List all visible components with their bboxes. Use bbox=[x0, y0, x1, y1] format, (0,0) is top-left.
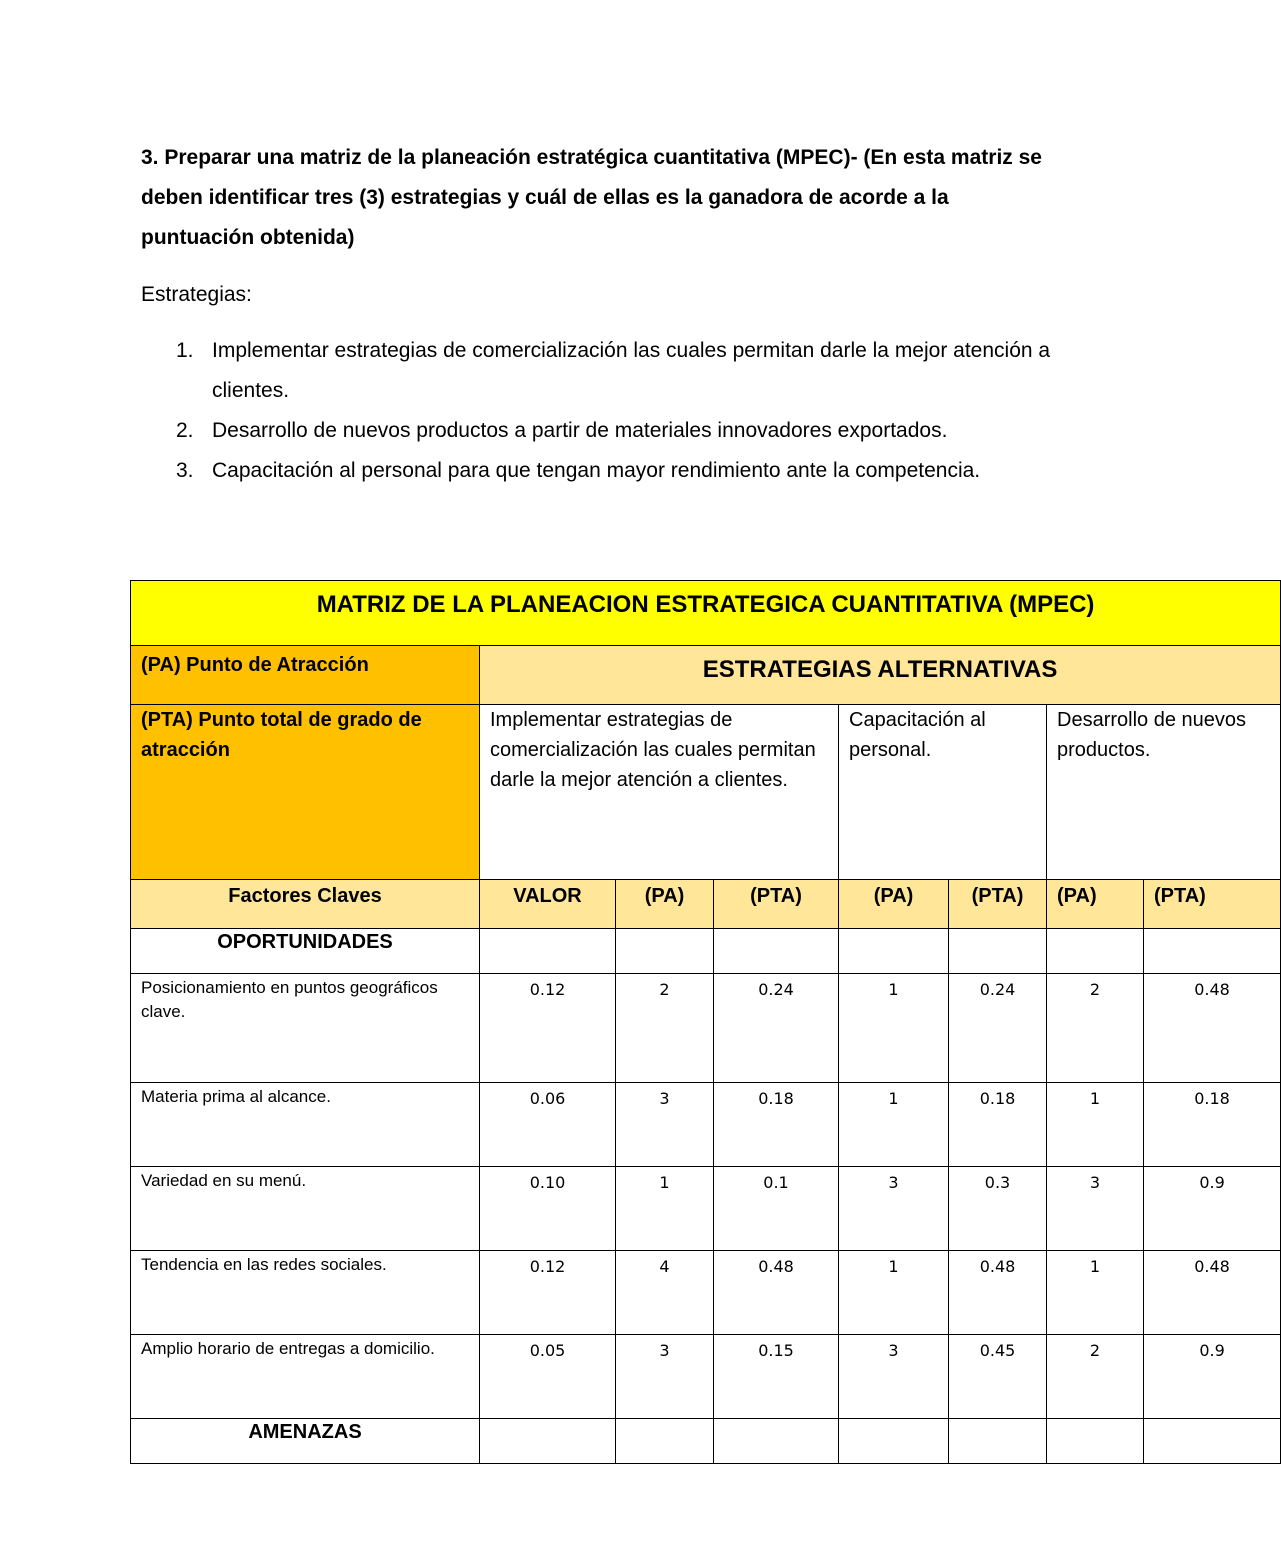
value-cell: 0.12 bbox=[480, 974, 616, 1083]
pa-cell: 1 bbox=[839, 974, 949, 1083]
pa-label: (PA) Punto de Atracción bbox=[131, 646, 480, 705]
list-text: Desarrollo de nuevos productos a partir de materiales innovadores exportados. bbox=[212, 419, 948, 442]
pta-cell: 0.18 bbox=[949, 1083, 1047, 1167]
pta-row bbox=[131, 705, 1281, 880]
pta-cell: 0.15 bbox=[714, 1335, 839, 1419]
pa-cell: 1 bbox=[1047, 1251, 1144, 1335]
list-item bbox=[141, 331, 1061, 411]
pta-cell: 0.45 bbox=[949, 1335, 1047, 1419]
pa-cell: 1 bbox=[616, 1167, 714, 1251]
pa-cell: 2 bbox=[616, 974, 714, 1083]
col-header-pa: (PA) bbox=[616, 880, 714, 929]
strategy-header-3: Desarrollo de nuevos productos. bbox=[1047, 705, 1281, 880]
list-item bbox=[141, 411, 1061, 451]
col-header-pa: (PA) bbox=[839, 880, 949, 929]
list-text: Implementar estrategias de comercialización las cuales permitan darle la mejor atención a clientes. bbox=[212, 339, 1051, 402]
section-threats: AMENAZAS bbox=[131, 1419, 480, 1464]
section-row bbox=[131, 1419, 1281, 1464]
pta-label: (PTA) Punto total de grado de atracción bbox=[131, 705, 480, 880]
factor-cell: Tendencia en las redes sociales. bbox=[131, 1251, 480, 1335]
pta-cell: 0.48 bbox=[1144, 974, 1281, 1083]
strategies-label: Estrategias: bbox=[141, 283, 252, 306]
list-item bbox=[141, 451, 1061, 491]
pa-cell: 1 bbox=[839, 1083, 949, 1167]
pa-cell: 1 bbox=[1047, 1083, 1144, 1167]
table-title: MATRIZ DE LA PLANEACION ESTRATEGICA CUANTITATIVA (MPEC) bbox=[131, 581, 1281, 646]
section-row bbox=[131, 929, 1281, 974]
table-row bbox=[131, 974, 1281, 1083]
strategy-header-2: Capacitación al personal. bbox=[839, 705, 1047, 880]
pa-row bbox=[131, 646, 1281, 705]
col-header-valor: VALOR bbox=[480, 880, 616, 929]
value-cell: 0.05 bbox=[480, 1335, 616, 1419]
pta-cell: 0.9 bbox=[1144, 1335, 1281, 1419]
table-title-row bbox=[131, 581, 1281, 646]
pta-cell: 0.48 bbox=[714, 1251, 839, 1335]
strategy-header-1: Implementar estrategias de comercialización las cuales permitan darle la mejor atención a clientes. bbox=[480, 705, 839, 880]
section-opportunities: OPORTUNIDADES bbox=[131, 929, 480, 974]
list-text: Capacitación al personal para que tengan mayor rendimiento ante la competencia. bbox=[212, 459, 981, 482]
pa-cell: 3 bbox=[839, 1167, 949, 1251]
table-row bbox=[131, 1251, 1281, 1335]
factor-cell: Amplio horario de entregas a domicilio. bbox=[131, 1335, 480, 1419]
column-header-row bbox=[131, 880, 1281, 929]
pta-cell: 0.24 bbox=[949, 974, 1047, 1083]
col-header-factors: Factores Claves bbox=[131, 880, 480, 929]
pa-cell: 2 bbox=[1047, 974, 1144, 1083]
list-number: 1. bbox=[176, 339, 194, 362]
alternatives-label: ESTRATEGIAS ALTERNATIVAS bbox=[480, 646, 1281, 705]
col-header-pta: (PTA) bbox=[714, 880, 839, 929]
list-number: 2. bbox=[176, 419, 194, 442]
pta-cell: 0.3 bbox=[949, 1167, 1047, 1251]
col-header-pta: (PTA) bbox=[949, 880, 1047, 929]
mpec-table bbox=[130, 580, 1281, 1464]
pa-cell: 4 bbox=[616, 1251, 714, 1335]
pa-cell: 3 bbox=[616, 1335, 714, 1419]
value-cell: 0.06 bbox=[480, 1083, 616, 1167]
pa-cell: 3 bbox=[839, 1335, 949, 1419]
table-row bbox=[131, 1083, 1281, 1167]
list-number: 3. bbox=[176, 459, 194, 482]
pa-cell: 1 bbox=[839, 1251, 949, 1335]
pta-cell: 0.18 bbox=[714, 1083, 839, 1167]
pta-cell: 0.1 bbox=[714, 1167, 839, 1251]
strategies-list bbox=[141, 331, 1061, 491]
table-row bbox=[131, 1167, 1281, 1251]
factor-cell: Materia prima al alcance. bbox=[131, 1083, 480, 1167]
pta-cell: 0.9 bbox=[1144, 1167, 1281, 1251]
pa-cell: 3 bbox=[1047, 1167, 1144, 1251]
pta-cell: 0.48 bbox=[1144, 1251, 1281, 1335]
table-row bbox=[131, 1335, 1281, 1419]
value-cell: 0.10 bbox=[480, 1167, 616, 1251]
value-cell: 0.12 bbox=[480, 1251, 616, 1335]
factor-cell: Variedad en su menú. bbox=[131, 1167, 480, 1251]
pa-cell: 2 bbox=[1047, 1335, 1144, 1419]
factor-cell: Posicionamiento en puntos geográficos clave. bbox=[131, 974, 480, 1083]
col-header-pa: (PA) bbox=[1047, 880, 1144, 929]
pta-cell: 0.24 bbox=[714, 974, 839, 1083]
pta-cell: 0.18 bbox=[1144, 1083, 1281, 1167]
col-header-pta: (PTA) bbox=[1144, 880, 1281, 929]
pta-cell: 0.48 bbox=[949, 1251, 1047, 1335]
question-heading: 3. Preparar una matriz de la planeación estratégica cuantitativa (MPEC)- (En esta matriz se deben identificar tres (3) estrategias y cuál de ellas es la ganadora de acorde a la puntuación obtenida) bbox=[141, 146, 1042, 249]
pa-cell: 3 bbox=[616, 1083, 714, 1167]
